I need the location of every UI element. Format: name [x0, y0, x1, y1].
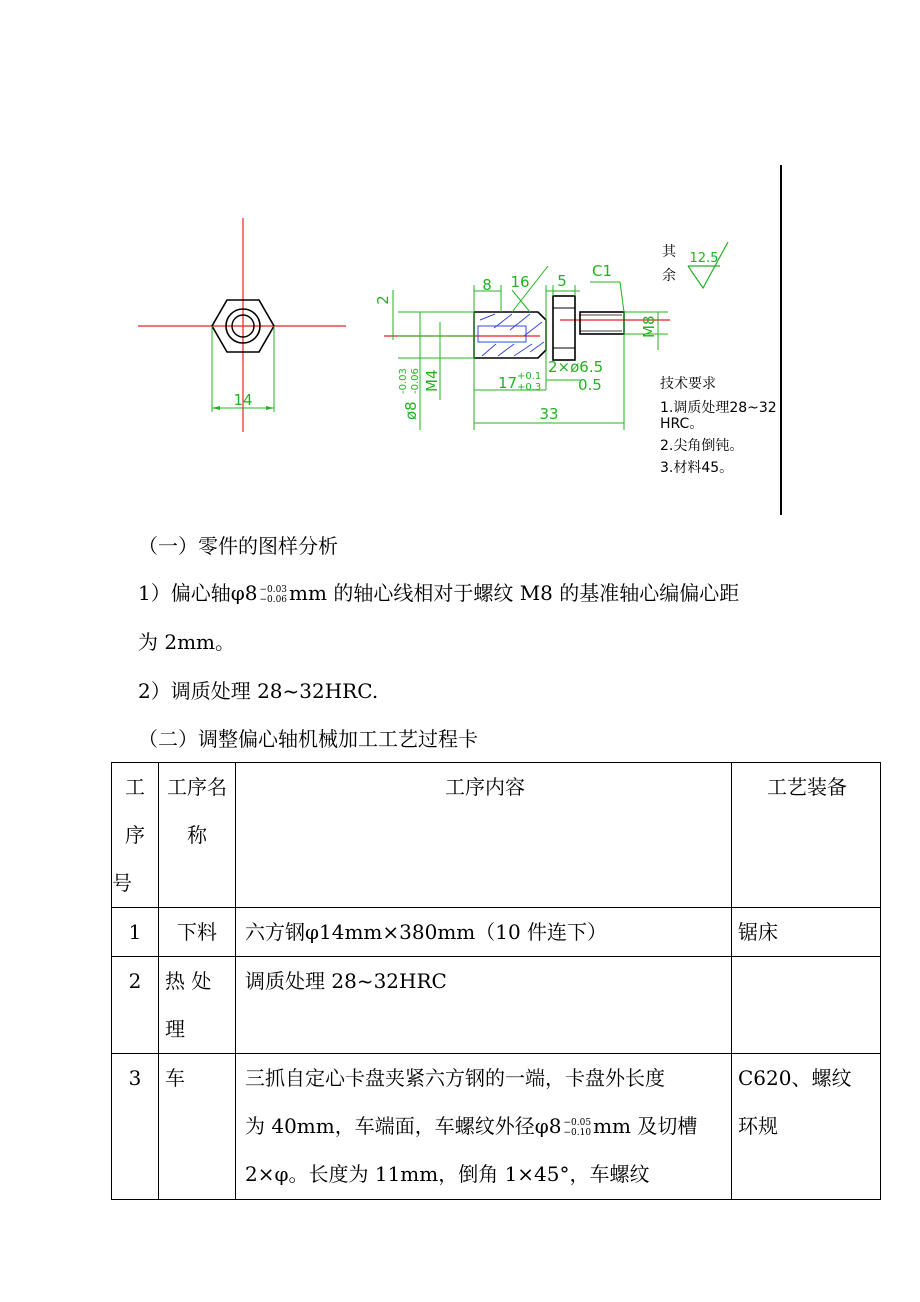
dim-m8: M8	[640, 315, 658, 338]
header-step-no: 工 序 号	[112, 763, 159, 908]
row3-no: 3	[112, 1054, 159, 1200]
table-row	[112, 908, 881, 957]
dim-5: 5	[557, 272, 567, 290]
process-card-table	[111, 762, 881, 1200]
req-1a: 1.调质处理28~32	[660, 400, 777, 416]
r3-tolerance: −0.05 −0.10	[563, 1117, 592, 1138]
dim-groove: 2×ø6.5	[548, 358, 604, 376]
req-1b: HRC。	[660, 416, 704, 432]
dim-phi8-upper: -0.03	[398, 368, 409, 394]
paragraph-2: 2）调质处理 28~32HRC.	[138, 679, 379, 703]
row2-no: 2	[112, 957, 159, 1054]
dim-phi8: ø8	[402, 401, 420, 420]
row3-equipment: C620、螺纹 环规	[732, 1054, 881, 1200]
req-title: 技术要求	[660, 376, 716, 392]
row3-name: 车	[159, 1054, 236, 1200]
dim-m4: M4	[423, 369, 441, 392]
dim-14: 14	[233, 391, 253, 409]
dim-33: 33	[539, 405, 559, 423]
p1-tolerance: −0.03 −0.06	[259, 584, 288, 605]
req-2: 2.尖角倒钝。	[660, 438, 744, 454]
row2-name: 热 处 理	[159, 957, 236, 1054]
row1-no: 1	[112, 908, 159, 957]
row2-equipment	[732, 957, 881, 1054]
other-char-1: 其	[662, 244, 676, 260]
table-header-row	[112, 763, 881, 908]
dim-phi8-lower: -0.06	[410, 368, 421, 394]
header-equipment: 工艺装备	[732, 763, 881, 908]
side-view	[384, 296, 670, 360]
surface-roughness-note	[662, 242, 728, 288]
other-char-2: 余	[662, 268, 676, 284]
p1-text-a: 1）偏心轴φ8	[138, 581, 258, 605]
table-row	[112, 957, 881, 1054]
paragraph-1-cont: 为 2mm。	[138, 630, 236, 654]
dim-0-5: 0.5	[578, 376, 602, 394]
dim-16: 16	[510, 273, 530, 291]
chamfer-c1: C1	[591, 262, 613, 280]
dim-17-upper: +0.1	[517, 371, 542, 382]
section-heading-2: （二）调整偏心轴机械加工工艺过程卡	[138, 727, 478, 751]
row1-name: 下料	[159, 908, 236, 957]
technical-requirements	[660, 375, 777, 476]
row1-equipment: 锯床	[732, 908, 881, 957]
dimensions	[393, 266, 668, 430]
row3-content: 三抓自定心卡盘夹紧六方钢的一端，卡盘外长度 为 40mm，车端面，车螺纹外径φ8 −0.05 −0.10 mm 及切槽 2×φ。长度为 11mm，倒角 1×45°，车螺纹	[236, 1054, 732, 1200]
req-3: 3.材料45。	[660, 460, 734, 476]
p1-text-b: mm 的轴心线相对于螺纹 M8 的基准轴心编偏心距	[289, 581, 740, 605]
dim-8: 8	[482, 276, 492, 294]
table-row	[112, 1054, 881, 1200]
header-step-content: 工序内容	[236, 763, 732, 908]
header-step-name: 工序名 称	[159, 763, 236, 908]
dim-17: 17	[498, 374, 518, 392]
dim-2: 2	[374, 295, 392, 305]
row1-content: 六方钢φ14mm×380mm（10 件连下）	[236, 908, 732, 957]
row2-content: 调质处理 28~32HRC	[236, 957, 732, 1054]
hex-end-view	[138, 218, 346, 432]
section-heading-1: （一）零件的图样分析	[138, 534, 338, 558]
dim-17-lower: +0.3	[517, 382, 542, 393]
paragraph-1	[138, 583, 739, 605]
part-drawing	[0, 150, 920, 530]
roughness-value: 12.5	[689, 251, 719, 266]
